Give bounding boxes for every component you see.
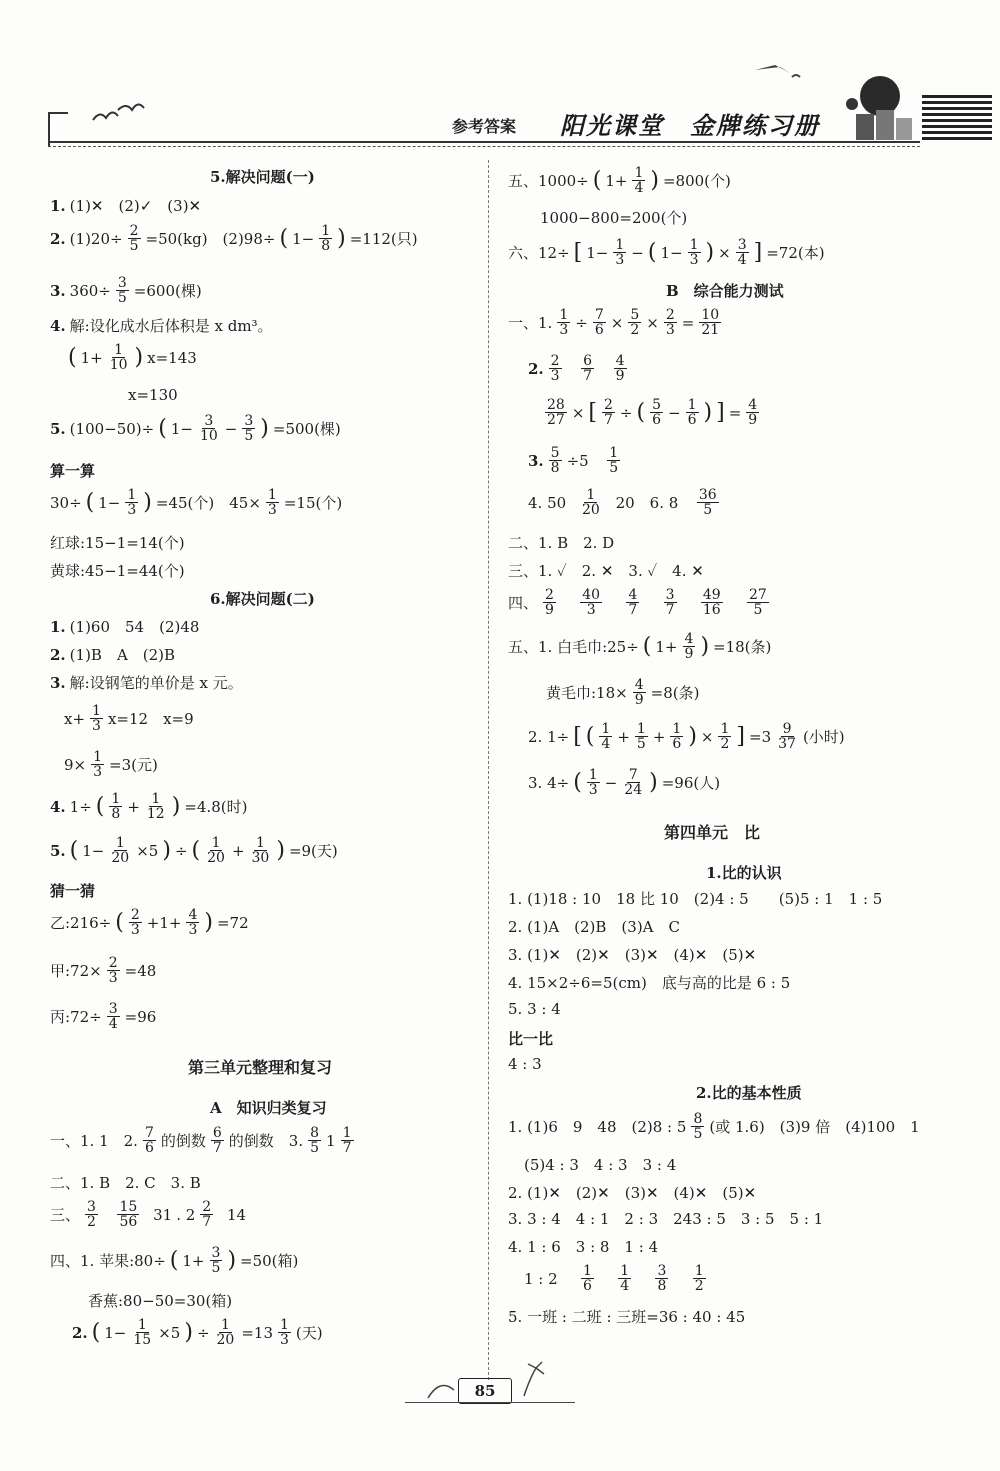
answer-text: 三、 [50, 1206, 81, 1224]
answer-line [508, 1112, 920, 1141]
answer-text: (天) [295, 1324, 323, 1342]
answer-text: 5. 3 : 4 [508, 1000, 561, 1018]
fraction: $\frac{1}{20}$ [207, 835, 225, 866]
fraction: $\frac{15}{56}$ [119, 1199, 138, 1230]
answer-text: =500(棵) [272, 420, 341, 438]
answer-text: 二、1. B 2. C 3. B [50, 1174, 201, 1192]
answer-text: 1 : 2 [524, 1269, 558, 1288]
fraction: $\frac{1}{12}$ [146, 791, 165, 822]
fraction: $\frac{2}{3}$ [130, 907, 140, 938]
answer-text: 20 6. 8 [615, 494, 679, 512]
answer-text: 14 [226, 1205, 247, 1224]
answer-text: 5. 一班 : 二班 : 三班=36 : 40 : 45 [508, 1308, 746, 1326]
answer-line [528, 354, 628, 383]
answer-text: =4.8(时) [184, 798, 248, 816]
answer-text: 3. 3 : 4 4 : 1 2 : 3 243 : 5 3 : 5 5 : 1 [508, 1210, 824, 1228]
answer-line: 2. (1)B A (2)B [50, 645, 176, 664]
section-title: A 知识归类复习 [210, 1099, 327, 1117]
answer-text: 2. [528, 359, 544, 378]
answer-text: x+ [64, 709, 86, 728]
answer-line [50, 1002, 156, 1031]
fraction: $\frac{1}{5}$ [609, 445, 619, 476]
fraction: $\frac{1}{20}$ [216, 1317, 235, 1348]
answer-line [524, 1154, 676, 1175]
fraction: $\frac{3}{10}$ [199, 413, 218, 444]
fraction: $\frac{3}{8}$ [657, 1263, 667, 1294]
fraction: $\frac{1}{3}$ [280, 1317, 289, 1348]
answer-text: =50(kg) (2)98÷ [145, 230, 276, 248]
answer-line [88, 1290, 232, 1311]
birds-icon [88, 98, 148, 128]
answer-text: =3(元) [109, 756, 158, 774]
fraction: $\frac{5}{6}$ [652, 397, 662, 428]
fraction: $\frac{1}{7}$ [342, 1125, 352, 1156]
fraction: $\frac{1}{10}$ [109, 342, 128, 373]
fraction: $\frac{1}{5}$ [636, 721, 646, 752]
header-dashed-rule [48, 146, 920, 147]
fraction: $\frac{1}{20}$ [111, 835, 130, 866]
fraction: $\frac{4}{9}$ [634, 677, 644, 708]
answer-text: 360÷ [69, 281, 111, 300]
answer-text: 的倒数 [160, 1132, 206, 1150]
answer-text: =72(本) [766, 244, 825, 262]
answer-text: 四、 [508, 594, 539, 612]
answer-text: (5)4 : 3 4 : 3 3 : 4 [524, 1156, 677, 1174]
subsection-title: 猜一猜 [50, 882, 96, 900]
answer-text: 一、1. 1 2. [50, 1132, 138, 1150]
fraction: $\frac{1}{15}$ [133, 1317, 152, 1348]
fraction: $\frac{1}{8}$ [111, 791, 121, 822]
answer-text: 4. 1 : 6 3 : 8 1 : 4 [508, 1238, 659, 1256]
answer-text: 4. 50 [528, 493, 567, 512]
fraction: $\frac{2}{3}$ [550, 353, 560, 384]
footer-flower-icon [514, 1360, 564, 1400]
fraction: $\frac{7}{24}$ [624, 767, 643, 798]
answer-text: (小时) [802, 728, 845, 746]
answer-line: 5. (100−50)÷ ( 1− $\frac{3}{10}$ − $\frac{3}{5}$ ) =500(棵) [50, 413, 341, 444]
answer-text: x=130 [128, 386, 178, 404]
answer-line [508, 1236, 658, 1257]
answer-text: 1 [326, 1131, 336, 1150]
fraction: $\frac{10}{21}$ [701, 307, 720, 338]
answer-line: 一、1. $\frac{1}{3}$ ÷ $\frac{7}{6}$ × $\frac{5}{2}$ × $\frac{2}{3}$ = $\frac{10}{21}$ [508, 307, 720, 338]
answer-line: 三、 $\frac{3}{2}$ $\frac{15}{56}$ 31 . 2 $\frac{2}{7}$ 14 [50, 1199, 247, 1230]
answer-text: ÷ [196, 1323, 210, 1342]
answer-line: 六、12÷ [ 1− $\frac{1}{3}$ − ( 1− $\frac{1}{3}$ ) × $\frac{3}{4}$ ] =72(本) [508, 237, 825, 268]
fraction: $\frac{1}{2}$ [694, 1263, 704, 1294]
answer-line [50, 560, 185, 581]
fraction: $\frac{2}{7}$ [202, 1199, 212, 1230]
fraction: $\frac{3}{2}$ [87, 1199, 96, 1230]
answer-text: 乙:216÷ [50, 914, 112, 932]
answer-text: 的倒数 3. [228, 1132, 304, 1150]
answer-line [508, 1306, 745, 1327]
answer-text: 2. (1)A (2)B (3)A C [508, 918, 680, 936]
fraction: $\frac{36}{5}$ [698, 487, 717, 518]
page-number: 85 [458, 1378, 512, 1404]
answer-text: x=12 x=9 [107, 710, 194, 728]
answer-text: =96 [124, 1007, 157, 1026]
answer-text: (1)60 54 (2)48 [69, 618, 200, 636]
answer-text: =48 [124, 961, 157, 980]
answer-line [128, 386, 178, 404]
answer-text: =72 [216, 913, 249, 932]
fraction: $\frac{1}{3}$ [93, 749, 103, 780]
answer-text: 1. (1)6 9 48 (2)8 : 5 [508, 1118, 687, 1136]
section-title: B 综合能力测试 [666, 282, 784, 300]
fraction: $\frac{28}{27}$ [547, 397, 565, 428]
answer-line [508, 944, 756, 965]
fraction: $\frac{4}{9}$ [748, 397, 758, 428]
fraction: $\frac{3}{4}$ [108, 1001, 118, 1032]
fraction: $\frac{8}{5}$ [310, 1125, 320, 1156]
answer-text: 3. 4÷ [528, 773, 570, 792]
bird-icon [750, 55, 810, 85]
answer-line [528, 488, 720, 517]
answer-line [508, 1055, 542, 1073]
fraction: $\frac{49}{16}$ [702, 587, 721, 618]
answer-text: 丙:72÷ [50, 1008, 102, 1026]
answer-line: 五、1. 白毛巾:25÷ ( 1+ $\frac{4}{9}$ ) =18(条) [508, 631, 772, 662]
answer-text: 香蕉:80−50=30(箱) [88, 1292, 233, 1310]
subsection-title: 比一比 [508, 1030, 554, 1048]
answer-line: 2. 1÷ [ ( $\frac{1}{4}$ + $\frac{1}{5}$ + $\frac{1}{6}$ ) × $\frac{1}{2}$ ] =3 $\frac{9}{37}$ (小时) [528, 721, 845, 752]
fraction: $\frac{1}{8}$ [321, 223, 331, 254]
fraction: $\frac{1}{3}$ [615, 237, 625, 268]
answer-text: =800(个) [662, 172, 731, 190]
answer-text: 4. 15×2÷6=5(cm) 底与高的比是 6 : 5 [508, 974, 791, 992]
fraction: $\frac{7}{6}$ [594, 307, 604, 338]
answer-line [508, 532, 614, 553]
answer-text: 四、1. 苹果:80÷ [50, 1252, 166, 1270]
answer-line [546, 678, 699, 707]
answer-text: 4 : 3 [508, 1055, 542, 1073]
answer-text: 黄球:45−1=44(个) [50, 562, 185, 580]
fraction: $\frac{3}{7}$ [665, 587, 675, 618]
answer-text: 六、12÷ [508, 244, 570, 262]
answer-text: 解:设钢笔的单价是 x 元。 [69, 674, 243, 692]
answer-text: (1)✕ (2)✓ (3)✕ [69, 197, 202, 215]
header-section-label: 参考答案 [452, 117, 517, 136]
fraction: $\frac{1}{6}$ [672, 721, 682, 752]
fraction: $\frac{8}{5}$ [693, 1111, 703, 1142]
answer-text: (1)20÷ [69, 229, 123, 248]
answer-text: =50(箱) [240, 1252, 299, 1270]
answer-line: 3. 解:设钢笔的单价是 x 元。 [50, 673, 243, 692]
answer-text: 五、1. 白毛巾:25÷ [508, 638, 639, 656]
answer-line: 1. (1)60 54 (2)48 [50, 617, 200, 636]
header-stripes [922, 95, 992, 141]
subsection-title: 算一算 [50, 462, 96, 480]
answer-text: 红球:15−1=14(个) [50, 534, 185, 552]
answer-text: =96(人) [661, 774, 721, 792]
answer-text: =9(天) [288, 842, 338, 860]
fraction: $\frac{1}{3}$ [267, 487, 277, 518]
fraction: $\frac{9}{37}$ [778, 721, 796, 752]
answer-text: 二、1. B 2. D [508, 534, 615, 552]
answer-text: 31 [153, 1205, 173, 1224]
answer-line [508, 1182, 756, 1203]
fraction: $\frac{5}{2}$ [630, 307, 640, 338]
section-title: 6.解决问题(二) [210, 590, 315, 608]
section-title: 5.解决问题(一) [210, 168, 315, 186]
answer-text: 解:设化成水后体积是 x dm³。 [69, 317, 273, 335]
unit-title: 第三单元整理和复习 [188, 1058, 333, 1077]
unit-title: 第四单元 比 [664, 823, 761, 842]
fraction: $\frac{1}{3}$ [92, 703, 101, 734]
answer-line: 5. ( 1− $\frac{1}{20}$ ×5 ) ÷ ( $\frac{1}{20}$ + $\frac{1}{30}$ ) =9(天) [50, 835, 338, 866]
answer-line [50, 1172, 201, 1193]
answer-text: =112(只) [349, 230, 418, 248]
fraction: $\frac{1}{4}$ [634, 165, 644, 196]
answer-text: =15(个) [283, 494, 343, 512]
fraction: $\frac{27}{5}$ [749, 587, 767, 618]
fraction: $\frac{1}{4}$ [601, 721, 611, 752]
answer-line [508, 916, 680, 937]
footer-rule [405, 1402, 575, 1403]
answer-line: 五、1000÷ ( 1+ $\frac{1}{4}$ ) =800(个) [508, 165, 731, 196]
header-rule [48, 141, 920, 143]
answer-text: ÷5 [566, 451, 589, 470]
fraction: $\frac{3}{5}$ [211, 1245, 221, 1276]
answer-line: 3. 4÷ ( $\frac{1}{3}$ − $\frac{7}{24}$ ) =96(人) [528, 767, 721, 798]
fraction: $\frac{1}{20}$ [581, 487, 600, 518]
answer-line [508, 888, 882, 909]
fraction: $\frac{4}{9}$ [615, 353, 625, 384]
answer-text: 3. [528, 451, 544, 470]
answer-text: (1)B A (2)B [69, 646, 176, 664]
fraction: $\frac{5}{8}$ [550, 445, 560, 476]
answer-text: 1÷ [69, 797, 92, 816]
fraction: $\frac{3}{5}$ [244, 413, 254, 444]
answer-text: =18(条) [713, 638, 772, 656]
footer-leaf-icon [420, 1368, 460, 1404]
answer-line [50, 956, 156, 985]
section-title: 1.比的认识 [706, 864, 782, 882]
answer-line [528, 446, 621, 475]
fraction: $\frac{4}{9}$ [684, 631, 694, 662]
fraction: $\frac{1}{6}$ [687, 397, 697, 428]
answer-line [508, 972, 790, 993]
answer-line [508, 1000, 561, 1018]
answer-text: 2. 1÷ [528, 727, 570, 746]
section-title: 2.比的基本性质 [696, 1084, 802, 1102]
fraction: $\frac{2}{9}$ [545, 587, 554, 618]
fraction: $\frac{2}{3}$ [108, 955, 118, 986]
answer-text: =600(棵) [133, 282, 202, 300]
answer-line [508, 588, 770, 617]
fraction: $\frac{2}{3}$ [665, 307, 675, 338]
answer-line [508, 1208, 823, 1229]
fraction: $\frac{1}{3}$ [559, 307, 569, 338]
fraction: $\frac{6}{7}$ [583, 353, 593, 384]
answer-line: 2. ( 1− $\frac{1}{15}$ ×5 ) ÷ $\frac{1}{20}$ =13 $\frac{1}{3}$ (天) [72, 1317, 323, 1348]
answer-line [64, 750, 158, 779]
fraction: $\frac{7}{6}$ [144, 1125, 154, 1156]
fraction: $\frac{1}{6}$ [583, 1263, 592, 1294]
answer-text: 黄毛巾:18× [546, 684, 628, 702]
answer-line: 4. 解:设化成水后体积是 x dm³。 [50, 316, 273, 335]
answer-line [50, 532, 185, 553]
answer-text: 三、1. ✓ 2. ✕ 3. ✓ 4. ✕ [508, 562, 704, 580]
answer-line: ( 1+ $\frac{1}{10}$ ) x=143 [68, 342, 197, 373]
fraction: $\frac{1}{2}$ [720, 721, 730, 752]
answer-line [524, 1264, 707, 1293]
answer-line: 4. 1÷ ( $\frac{1}{8}$ + $\frac{1}{12}$ ) =4.8(时) [50, 791, 248, 822]
answer-text: 甲:72× [50, 962, 102, 980]
answer-text: 9× [64, 755, 87, 774]
answer-text: 一、1. [508, 314, 553, 332]
fraction: $\frac{1}{30}$ [251, 835, 270, 866]
answer-line: 3. 360÷ $\frac{3}{5}$ =600(棵) [50, 275, 202, 306]
answer-text: 30÷ [50, 493, 82, 512]
answer-text: 3. (1)✕ (2)✕ (3)✕ (4)✕ (5)✕ [508, 946, 757, 964]
answer-text: 2. [72, 1323, 88, 1342]
answer-line: 1. (1)✕ (2)✓ (3)✕ [50, 196, 202, 215]
answer-text: 五、1000÷ [508, 172, 589, 190]
fraction: $\frac{6}{7}$ [212, 1125, 222, 1156]
answer-line [64, 704, 194, 733]
answer-text: =13 [241, 1323, 273, 1342]
answer-text: (100−50)÷ [69, 419, 155, 438]
fraction: $\frac{4}{3}$ [188, 907, 198, 938]
fraction: $\frac{1}{4}$ [620, 1263, 630, 1294]
scholar-globe-icon [836, 70, 916, 142]
fraction: $\frac{3}{5}$ [117, 275, 127, 306]
answer-line: 30÷ ( 1− $\frac{1}{3}$ ) =45(个) 45× $\frac{1}{3}$ =15(个) [50, 487, 343, 518]
fraction: $\frac{1}{3}$ [689, 237, 699, 268]
answer-text: 2. (1)✕ (2)✕ (3)✕ (4)✕ (5)✕ [508, 1184, 757, 1202]
answer-line: 乙:216÷ ( $\frac{2}{3}$ +1+ $\frac{4}{3}$ ) =72 [50, 907, 249, 938]
header-brand-title: 阳光课堂 金牌练习册 [560, 111, 820, 140]
answer-line [50, 1126, 355, 1155]
answer-text: 1000−800=200(个) [540, 209, 688, 227]
fraction: $\frac{40}{3}$ [582, 587, 601, 618]
fraction: $\frac{1}{3}$ [588, 767, 598, 798]
answer-line: 四、1. 苹果:80÷ ( 1+ $\frac{3}{5}$ ) =50(箱) [50, 1245, 299, 1276]
fraction: $\frac{2}{7}$ [604, 397, 613, 428]
answer-text: =3 [749, 727, 772, 746]
answer-text: x=143 [147, 348, 197, 367]
answer-text: (或 1.6) (3)9 倍 (4)100 1 [709, 1118, 920, 1136]
fraction: $\frac{3}{4}$ [737, 237, 747, 268]
answer-text: =45(个) 45× [155, 494, 261, 512]
fraction: $\frac{2}{5}$ [129, 223, 139, 254]
answer-line: 2. (1)20÷ $\frac{2}{5}$ =50(kg) (2)98÷ ( 1− $\frac{1}{8}$ ) =112(只) [50, 223, 418, 254]
answer-text: =8(条) [650, 684, 700, 702]
answer-line [540, 207, 687, 228]
fraction: $\frac{1}{3}$ [127, 487, 137, 518]
fraction: $\frac{4}{7}$ [628, 587, 638, 618]
column-divider [488, 160, 489, 1380]
answer-line: $\frac{28}{27}$ × [ $\frac{2}{7}$ ÷ ( $\frac{5}{6}$ − $\frac{1}{6}$ ) ] = $\frac{4}{9}$ [547, 397, 758, 428]
answer-text: 1. (1)18 : 10 18 比 10 (2)4 : 5 (5)5 : 1 1 : 5 [508, 890, 883, 908]
answer-line [508, 560, 704, 581]
